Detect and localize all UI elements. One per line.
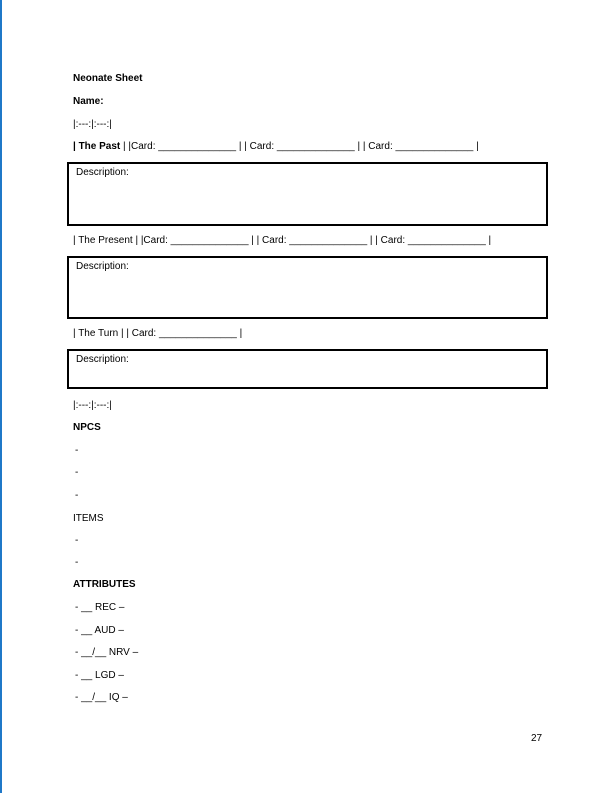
description-label: Description: xyxy=(76,354,129,365)
item-entry: - xyxy=(75,535,79,546)
attribute-aud: - __ AUD – xyxy=(75,625,124,636)
description-label: Description: xyxy=(76,261,129,272)
page-left-edge xyxy=(0,0,2,793)
attributes-heading: ATTRIBUTES xyxy=(73,579,136,590)
npcs-heading: NPCS xyxy=(73,422,101,433)
description-label: Description: xyxy=(76,167,129,178)
attribute-rec: - __ REC – xyxy=(75,602,125,613)
present-row: | The Present | |Card: ______________ | | Card: ______________ | | Card: ______________ | xyxy=(73,235,492,246)
items-heading: ITEMS xyxy=(73,513,104,524)
attribute-lgd: - __ LGD – xyxy=(75,670,124,681)
table-separator-bottom: |:---:|:---:| xyxy=(73,400,112,411)
name-label: Name: xyxy=(73,96,104,107)
past-cards: | |Card: ______________ | | Card: ______________ | | Card: ______________ | xyxy=(120,141,479,152)
npc-item: - xyxy=(75,490,79,501)
table-separator-top: |:---:|:---:| xyxy=(73,119,112,130)
turn-description-box[interactable] xyxy=(67,349,548,389)
past-description-box[interactable] xyxy=(67,162,548,226)
document-title: Neonate Sheet xyxy=(73,73,143,84)
page-number: 27 xyxy=(531,733,543,744)
turn-row: | The Turn | | Card: ______________ | xyxy=(73,328,243,339)
attribute-nrv: - __/__ NRV – xyxy=(75,647,139,658)
past-heading: | The Past xyxy=(73,141,121,152)
present-description-box[interactable] xyxy=(67,256,548,319)
past-row xyxy=(73,141,479,153)
attribute-iq: - __/__ IQ – xyxy=(75,692,128,703)
npc-item: - xyxy=(75,445,79,456)
item-entry: - xyxy=(75,557,79,568)
npc-item: - xyxy=(75,467,79,478)
